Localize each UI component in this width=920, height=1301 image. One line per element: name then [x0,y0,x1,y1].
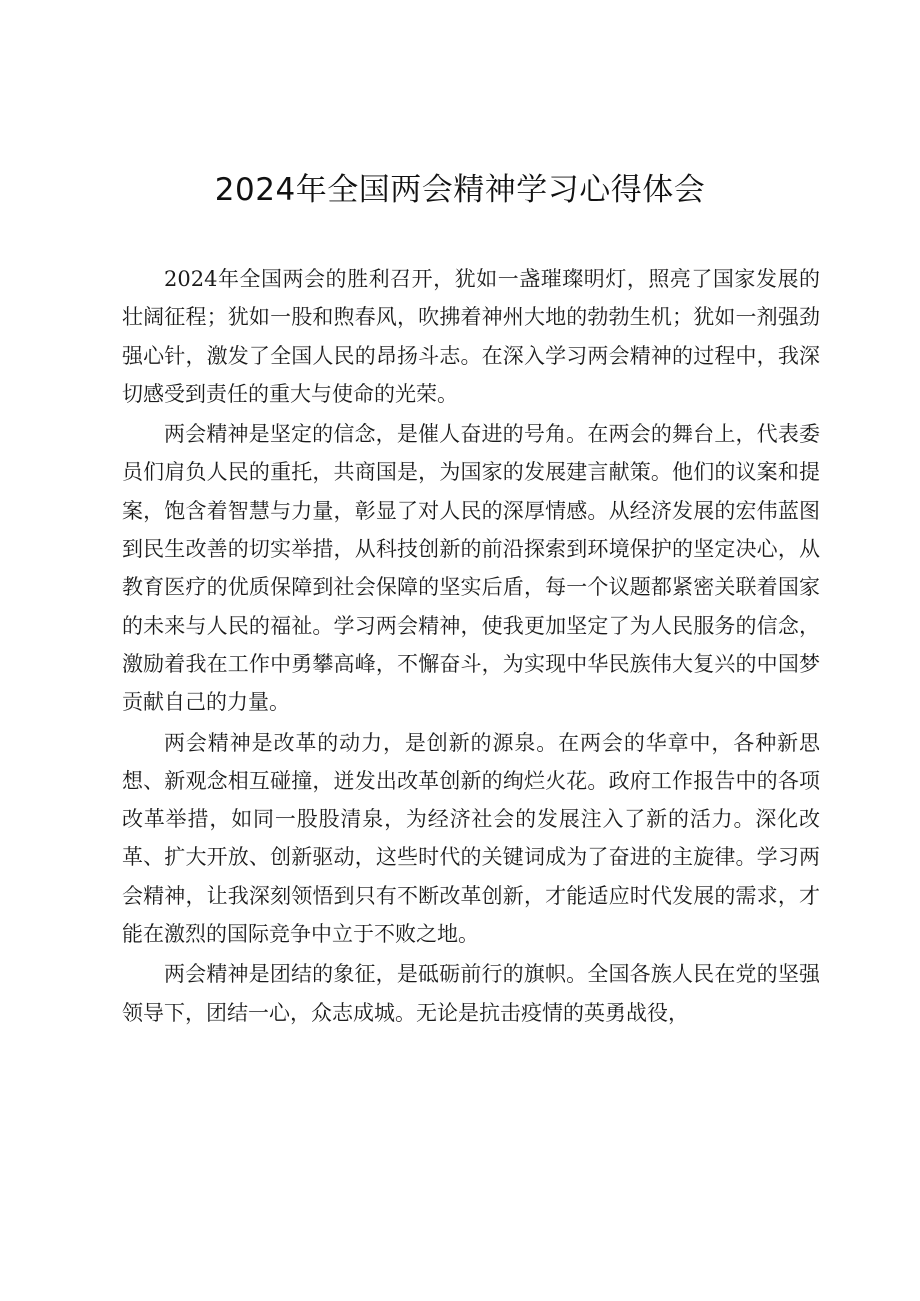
document-body [122,260,820,1032]
paragraph-2: 两会精神是坚定的信念，是催人奋进的号角。在两会的舞台上，代表委员们肩负人民的重托，共商国是，为国家的发展建言献策。他们的议案和提案，饱含着智慧与力量，彰显了对人民的深厚情感。从经济发展的宏伟蓝图到民生改善的切实举措，从科技创新的前沿探索到环境保护的坚定决心，从教育医疗的优质保障到社会保障的坚实后盾，每一个议题都紧密关联着国家的未来与人民的福祉。学习两会精神，使我更加坚定了为人民服务的信念，激励着我在工作中勇攀高峰，不懈奋斗，为实现中华民族伟大复兴的中国梦贡献自己的力量。 [122,422,820,715]
paragraph-1: 2024年全国两会的胜利召开，犹如一盏璀璨明灯，照亮了国家发展的壮阔征程；犹如一股和煦春风，吹拂着神州大地的勃勃生机；犹如一剂强劲强心针，激发了全国人民的昂扬斗志。在深入学习两会精神的过程中，我深切感受到责任的重大与使命的光荣。 [122,267,820,406]
paragraph-4: 两会精神是团结的象征，是砥砺前行的旗帜。全国各族人民在党的坚强领导下，团结一心，众志成城。无论是抗击疫情的英勇战役， [122,962,820,1025]
document-title: 2024年全国两会精神学习心得体会 [214,172,706,208]
paragraph-3: 两会精神是改革的动力，是创新的源泉。在两会的华章中，各种新思想、新观念相互碰撞，迸发出改革创新的绚烂火花。政府工作报告中的各项改革举措，如同一股股清泉，为经济社会的发展注入了新的活力。深化改革、扩大开放、创新驱动，这些时代的关键词成为了奋进的主旋律。学习两会精神，让我深刻领悟到只有不断改革创新，才能适应时代发展的需求，才能在激烈的国际竞争中立于不败之地。 [122,730,820,947]
